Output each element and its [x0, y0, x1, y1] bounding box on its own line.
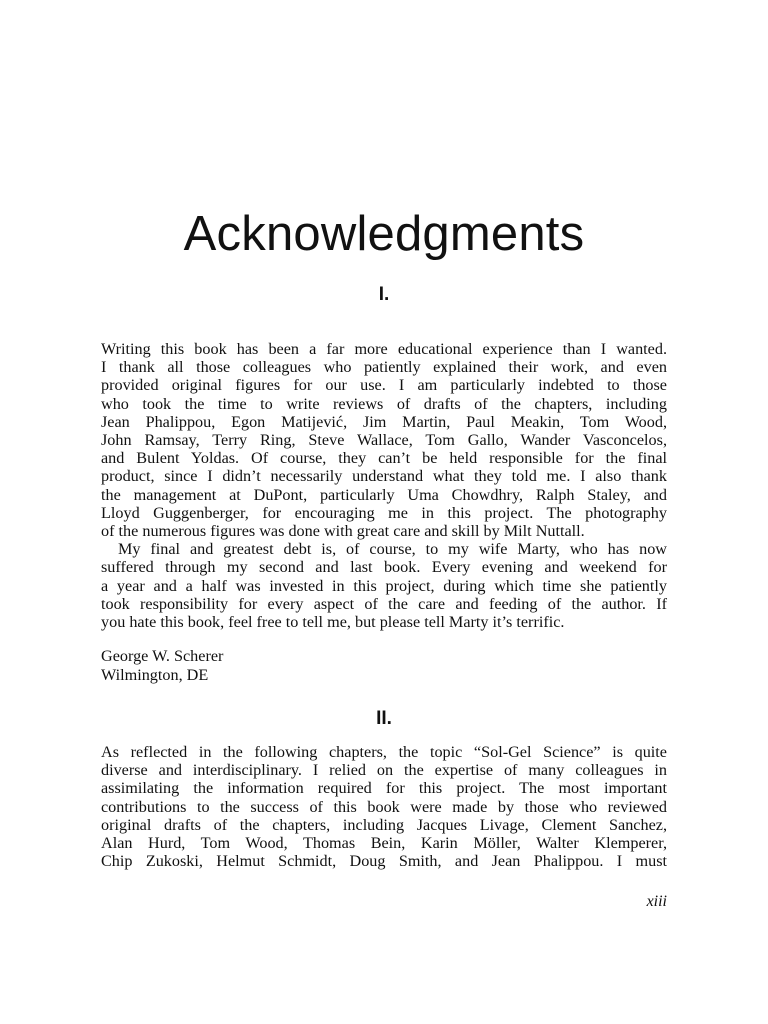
paragraph: [101, 743, 667, 870]
text-line: contributions to the success of this book were made by those who reviewed: [101, 797, 667, 816]
paragraph: [101, 540, 667, 631]
paragraph: [101, 340, 667, 540]
author-name: George W. Scherer: [101, 647, 224, 665]
text-line: suffered through my second and last book. Every evening and weekend for: [101, 558, 667, 577]
page-title: Acknowledgments: [183, 207, 585, 261]
section-heading-2: II.: [376, 708, 392, 729]
text-line: Writing this book has been a far more educational experience than I wanted.: [101, 340, 667, 358]
section-2-text: [101, 743, 667, 870]
text-line: I thank all those colleagues who patiently explained their work, and even: [101, 358, 667, 377]
section-heading-1: I.: [378, 284, 390, 305]
text-line: provided original figures for our use. I am particularly indebted to those: [101, 376, 667, 395]
text-line: original drafts of the chapters, including Jacques Livage, Clement Sanchez,: [101, 815, 667, 834]
text-line: assimilating the information required for this project. The most important: [101, 779, 667, 798]
text-line: John Ramsay, Terry Ring, Steve Wallace, Tom Gallo, Wander Vasconcelos,: [101, 431, 667, 450]
signature-block: [101, 647, 223, 684]
text-line: took responsibility for every aspect of the care and feeding of the author. If: [101, 594, 667, 613]
text-line: Chip Zukoski, Helmut Schmidt, Doug Smith, and Jean Phalippou. I must: [101, 852, 667, 871]
text-line: As reflected in the following chapters, the topic “Sol-Gel Science” is quite: [101, 743, 667, 761]
page-number: xiii: [646, 893, 667, 910]
text-line: you hate this book, feel free to tell me, but please tell Marty it’s terrific.: [101, 613, 565, 632]
text-line: of the numerous figures was done with great care and skill by Milt Nuttall.: [101, 522, 585, 541]
text-line: diverse and interdisciplinary. I relied on the expertise of many colleagues in: [101, 761, 667, 780]
text-line: My final and greatest debt is, of course, to my wife Marty, who has now: [118, 540, 667, 559]
text-line: who took the time to write reviews of drafts of the chapters, including: [101, 394, 667, 413]
text-line: Alan Hurd, Tom Wood, Thomas Bein, Karin Möller, Walter Klemperer,: [101, 834, 667, 853]
text-line: a year and a half was invested in this project, during which time she patiently: [101, 576, 667, 595]
text-line: Jean Phalippou, Egon Matijević, Jim Martin, Paul Meakin, Tom Wood,: [101, 412, 667, 431]
text-line: product, since I didn’t necessarily understand what they told me. I also thank: [101, 467, 667, 486]
text-line: and Bulent Yoldas. Of course, they can’t be held responsible for the final: [101, 449, 667, 468]
text-line: the management at DuPont, particularly Uma Chowdhry, Ralph Staley, and: [101, 485, 667, 504]
section-1-text: [101, 340, 667, 631]
author-location: Wilmington, DE: [101, 665, 209, 684]
text-line: Lloyd Guggenberger, for encouraging me in this project. The photography: [101, 503, 667, 522]
